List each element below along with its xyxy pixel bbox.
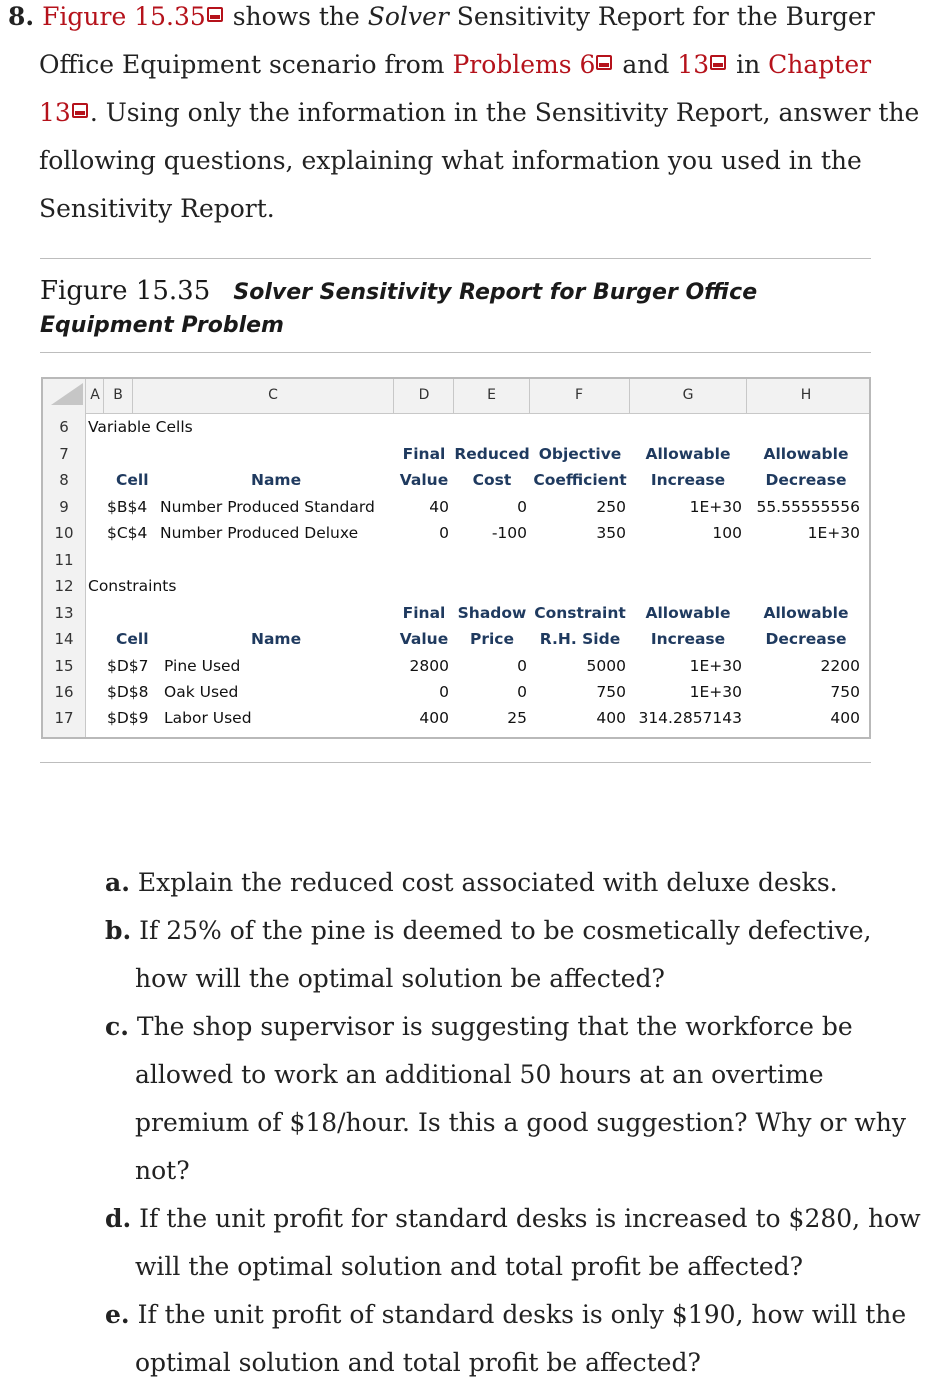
row-header-7[interactable]: 7 [59,445,69,463]
column-header-h[interactable]: H [800,387,812,403]
question-text: The shop supervisor is suggesting that the workforce be [136,1012,853,1041]
chapter-link[interactable]: Chapter [768,50,872,79]
question-text: will the optimal solution and total profit be affected? [135,1252,804,1281]
problem-text: Office Equipment scenario from [39,50,453,79]
sensitivity-report-sheet [41,377,871,739]
external-link-icon[interactable] [596,55,612,70]
final-value: 0 [439,683,449,701]
header-value: Value [399,630,449,648]
allowable-decrease: 750 [830,683,860,701]
objective-coefficient: 350 [596,524,626,542]
header-price: Price [469,630,515,648]
problem-text: in [728,50,769,79]
header-rhs: R.H. Side [539,630,621,648]
row-header-12[interactable]: 12 [54,577,74,595]
row-header-14[interactable]: 14 [54,630,74,648]
allowable-decrease: 55.55555556 [756,498,860,516]
question-text: how will the optimal solution be affected? [135,964,665,993]
cell-ref: $D$9 [107,709,149,727]
problem-text: . Using only the information in the Sensitivity Report, answer the [89,98,920,127]
column-header-d[interactable]: D [418,387,430,403]
figure-link[interactable]: Figure 15.35 [42,2,206,31]
allowable-decrease: 2200 [820,657,860,675]
header-final: Final [402,445,446,463]
header-name: Name [251,630,302,648]
figure-title: Solver Sensitivity Report for Burger Office [233,280,758,305]
external-link-icon[interactable] [72,103,88,118]
cell-name: Pine Used [164,657,241,675]
shadow-price: 0 [517,657,527,675]
allowable-increase: 1E+30 [689,498,742,516]
header-decrease: Decrease [765,630,847,648]
problem-text: Sensitivity Report for the Burger [448,2,875,31]
constraint-rhs: 400 [596,709,626,727]
header-objective: Objective [538,445,622,463]
divider [40,762,871,763]
problem-text: and [614,50,678,79]
header-cell: Cell [116,630,149,648]
header-value: Value [399,471,449,489]
problem-number: 8. [8,2,35,31]
header-shadow: Shadow [457,604,527,622]
section-title-constraints: Constraints [88,577,177,595]
question-text: premium of $18/hour. Is this a good suggestion? Why or why [135,1108,906,1137]
problem-line-2 [39,50,871,79]
column-header-g[interactable]: G [682,387,694,403]
problems-link[interactable]: Problems 6 [452,50,596,79]
final-value: 40 [429,498,449,516]
allowable-increase: 1E+30 [689,683,742,701]
figure-title-cont: Equipment Problem [40,313,284,338]
cell-ref: $D$7 [107,657,149,675]
question-text: If the unit profit of standard desks is only $190, how will the [137,1300,907,1329]
constraint-rhs: 5000 [586,657,626,675]
question-label: b. [105,916,132,945]
section-title-variable-cells: Variable Cells [88,418,193,436]
reduced-cost: 0 [517,498,527,516]
constraint-rhs: 750 [596,683,626,701]
question-label: c. [105,1012,129,1041]
cell-name: Number Produced Deluxe [160,524,359,542]
cell-name: Labor Used [164,709,252,727]
problem-line-4: following questions, explaining what information you used in the [39,146,862,175]
row-header-9[interactable]: 9 [59,498,69,516]
divider [40,258,871,259]
allowable-decrease: 400 [830,709,860,727]
allowable-increase: 314.2857143 [638,709,742,727]
column-header-c[interactable]: C [268,387,278,403]
cell-ref: $C$4 [107,524,148,542]
shadow-price: 0 [517,683,527,701]
question-b [105,916,871,945]
final-value: 0 [439,524,449,542]
question-text: optimal solution and total profit be affected? [135,1348,701,1377]
cell-name: Oak Used [164,683,239,701]
row-header-16[interactable]: 16 [54,683,74,701]
row-header-11[interactable]: 11 [54,551,74,569]
question-d [105,1204,921,1233]
solver-term: Solver [367,2,449,31]
external-link-icon[interactable] [207,7,223,22]
header-cost: Cost [472,471,512,489]
question-text: not? [135,1156,190,1185]
header-allowable-increase: Allowable [645,445,731,463]
cell-name: Number Produced Standard [160,498,375,516]
problem-line-1 [8,2,875,31]
header-reduced: Reduced [454,445,530,463]
row-header-8[interactable]: 8 [59,471,69,489]
header-allowable-decrease: Allowable [763,445,849,463]
cell-ref: $D$8 [107,683,149,701]
column-header-f[interactable]: F [574,387,584,403]
question-e [105,1300,906,1329]
row-header-17[interactable]: 17 [54,709,74,727]
question-label: e. [105,1300,130,1329]
header-constraint: Constraint [534,604,626,622]
allowable-increase: 100 [712,524,742,542]
problem-line-5: Sensitivity Report. [39,194,275,223]
divider [40,352,871,353]
chapter-number-link[interactable]: 13 [39,98,71,127]
problem-text: shows the [224,2,368,31]
cell-ref: $B$4 [107,498,148,516]
column-header-e[interactable]: E [487,387,496,403]
question-text: allowed to work an additional 50 hours at an overtime [135,1060,824,1089]
header-allowable-increase: Allowable [645,604,731,622]
reduced-cost: -100 [491,524,527,542]
header-allowable-decrease: Allowable [763,604,849,622]
problem-line-3 [39,98,919,127]
question-c [105,1012,853,1041]
external-link-icon[interactable] [710,55,726,70]
header-name: Name [251,471,302,489]
objective-coefficient: 250 [596,498,626,516]
question-text: If 25% of the pine is deemed to be cosmetically defective, [139,916,872,945]
header-cell: Cell [116,471,149,489]
allowable-decrease: 1E+30 [807,524,860,542]
header-increase: Increase [650,630,726,648]
question-label: a. [105,868,130,897]
header-decrease: Decrease [765,471,847,489]
final-value: 2800 [409,657,449,675]
select-all-corner[interactable] [51,383,83,405]
question-text: If the unit profit for standard desks is increased to $280, how [139,1204,921,1233]
row-header-15[interactable]: 15 [54,657,74,675]
column-header-b[interactable]: B [113,387,123,403]
header-coefficient: Coefficient [533,471,627,489]
row-header-10[interactable]: 10 [54,524,74,542]
column-header-a[interactable]: A [90,387,100,403]
allowable-increase: 1E+30 [689,657,742,675]
row-header-13[interactable]: 13 [54,604,74,622]
header-increase: Increase [650,471,726,489]
final-value: 400 [419,709,449,727]
figure-label: Figure 15.35 [40,276,211,306]
problem-13-link[interactable]: 13 [677,50,710,79]
question-label: d. [105,1204,132,1233]
header-final: Final [402,604,446,622]
row-header-6[interactable]: 6 [59,418,69,436]
shadow-price: 25 [507,709,527,727]
question-text: Explain the reduced cost associated with deluxe desks. [137,868,838,897]
question-a [105,868,838,897]
